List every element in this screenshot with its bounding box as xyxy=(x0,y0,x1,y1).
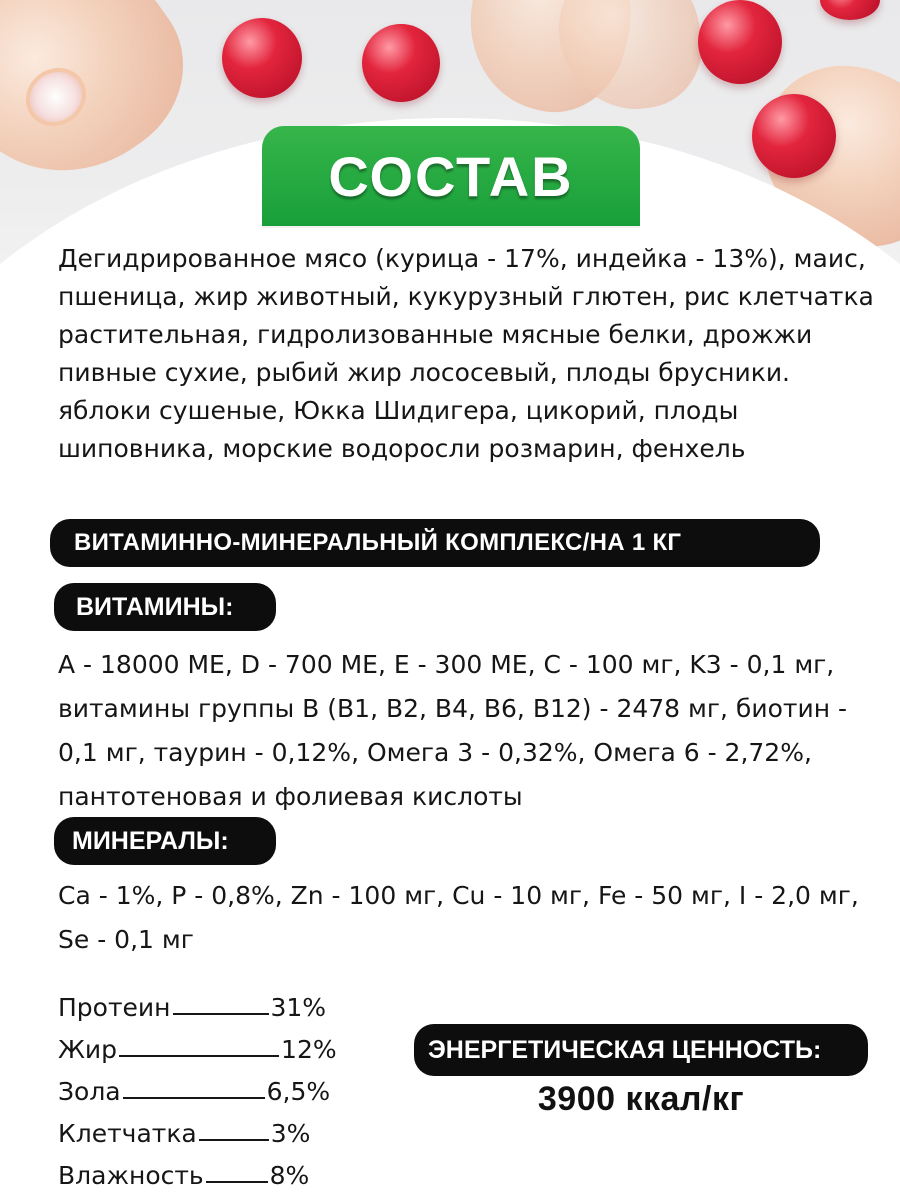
nutrition-label: Жир xyxy=(58,1035,118,1064)
complex-heading-label: ВИТАМИННО-МИНЕРАЛЬНЫЙ КОМПЛЕКС/НА 1 КГ xyxy=(74,529,682,556)
nutrition-row xyxy=(58,1022,388,1064)
title-plate xyxy=(262,126,640,226)
vitamins-heading xyxy=(54,583,276,631)
vitamins-text: A - 18000 ME, D - 700 ME, E - 300 ME, C - 100 мг, K3 - 0,1 мг, витамины группы B (B1, B2, B4, B6, B12) - 2478 мг, биотин - 0,1 мг, таурин - 0,12%, Омега 3 - 0,32%, Омега 6 - 2,72%, пантотеновая и фолиевая кислоты xyxy=(58,650,848,811)
cranberry-image xyxy=(222,18,302,98)
vitamins-heading-label: ВИТАМИНЫ: xyxy=(76,592,234,621)
cranberry-image xyxy=(362,24,440,102)
cranberry-image xyxy=(820,0,880,20)
nutrition-table xyxy=(58,980,388,1190)
dotted-leader xyxy=(123,1097,265,1099)
complex-heading xyxy=(50,519,820,567)
cranberry-image xyxy=(752,94,836,178)
nutrition-row xyxy=(58,1064,388,1106)
energy-value: 3900 ккал/кг xyxy=(537,1080,745,1118)
page-title: СОСТАВ xyxy=(328,144,574,208)
nutrition-row xyxy=(58,1106,388,1148)
energy-heading-label: ЭНЕРГЕТИЧЕСКАЯ ЦЕННОСТЬ: xyxy=(428,1035,822,1064)
nutrition-label: Зола xyxy=(58,1077,121,1106)
dotted-leader xyxy=(173,1013,269,1015)
dotted-leader xyxy=(119,1055,279,1057)
ingredients-text: Дегидрированное мясо (курица - 17%, индейка - 13%), маис, пшеница, жир животный, кукурузный глютен, рис клетчатка растительная, гидролизованные мясные белки, дрожжи пивные сухие, рыбий жир лососевый, плоды брусники. яблоки сушеные, Юкка Шидигера, цикорий, плоды шиповника, морские водоросли розмарин, фенхель xyxy=(58,244,874,463)
nutrition-row xyxy=(58,980,388,1022)
nutrition-value: 8% xyxy=(269,1161,310,1190)
minerals-heading-label: МИНЕРАЛЫ: xyxy=(72,826,229,855)
nutrition-value: 6,5% xyxy=(266,1077,331,1106)
nutrition-label: Протеин xyxy=(58,993,171,1022)
minerals-heading xyxy=(54,817,276,865)
drumstick-bone xyxy=(14,56,97,137)
nutrition-label: Влажность xyxy=(58,1161,204,1190)
nutrition-label: Клетчатка xyxy=(58,1119,197,1148)
energy-heading xyxy=(414,1024,868,1076)
nutrition-value: 12% xyxy=(281,1035,337,1064)
nutrition-value: 3% xyxy=(270,1119,311,1148)
nutrition-value: 31% xyxy=(270,993,327,1022)
minerals-text: Ca - 1%, P - 0,8%, Zn - 100 мг, Cu - 10 мг, Fe - 50 мг, I - 2,0 мг, Se - 0,1 мг xyxy=(58,881,859,954)
dotted-leader xyxy=(206,1181,268,1183)
dotted-leader xyxy=(199,1139,269,1141)
nutrition-row xyxy=(58,1148,388,1190)
cranberry-image xyxy=(698,0,782,84)
